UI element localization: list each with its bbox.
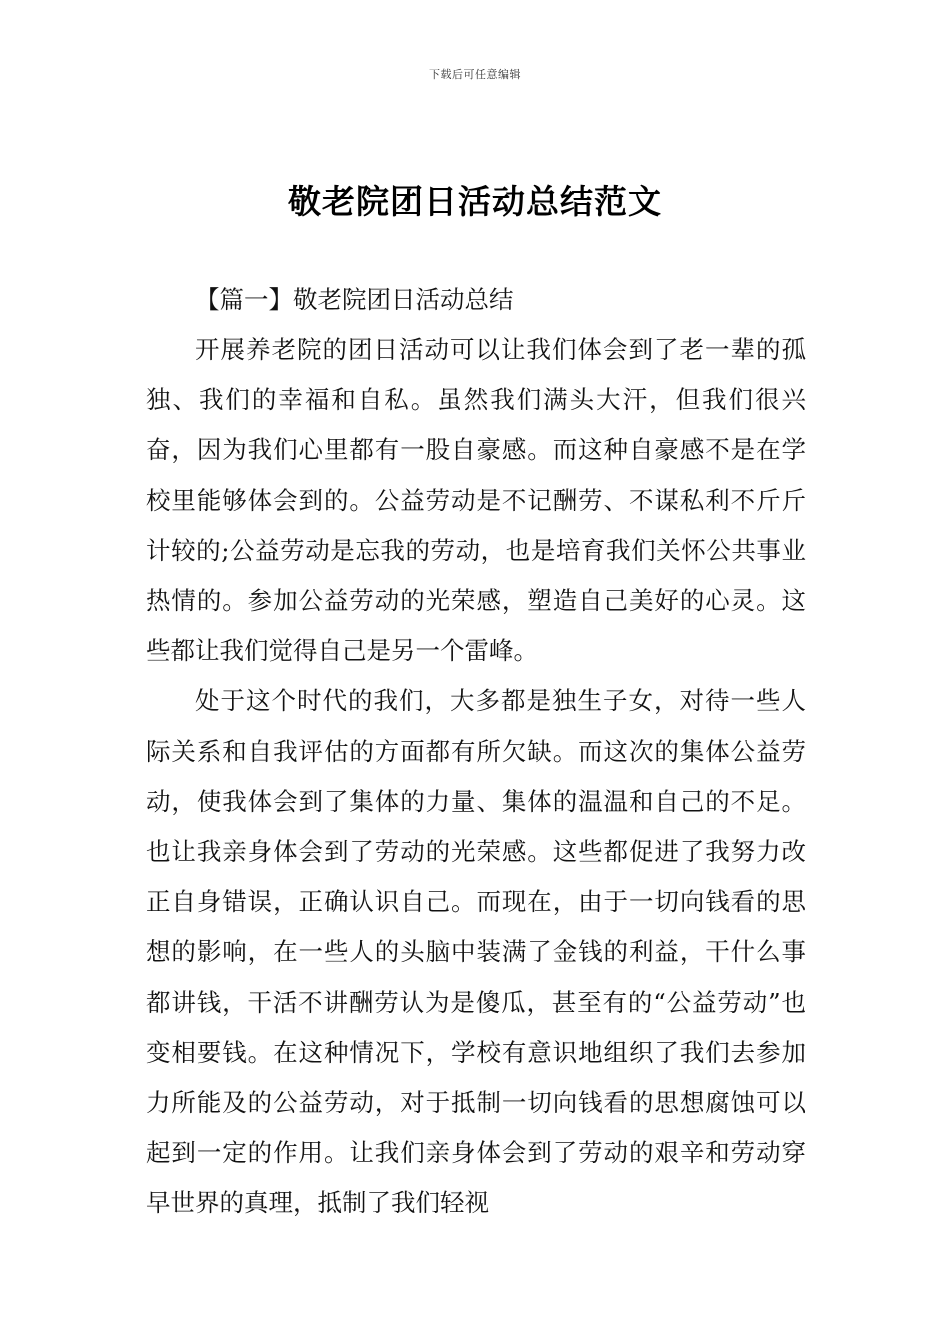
paragraph-1: 开展养老院的团日活动可以让我们体会到了老一辈的孤独、我们的幸福和自私。虽然我们满头大汗，但我们很兴奋，因为我们心里都有一股自豪感。而这种自豪感不是在学校里能够体会到的。公益劳动是不记酬劳、不谋私利不斤斤计较的;公益劳动是忘我的劳动，也是培育我们关怀公共事业热情的。参加公益劳动的光荣感，塑造自己美好的心灵。这些都让我们觉得自己是另一个雷峰。	[146, 335, 806, 666]
document-title: 敬老院团日活动总结范文	[288, 182, 662, 221]
page-header-note: 下载后可任意编辑	[429, 68, 521, 81]
document-body	[146, 275, 806, 1229]
section-heading: 【篇一】敬老院团日活动总结	[195, 285, 514, 314]
paragraph-2: 处于这个时代的我们，大多都是独生子女，对待一些人际关系和自我评估的方面都有所欠缺。而这次的集体公益劳动，使我体会到了集体的力量、集体的温温和自己的不足。也让我亲身体会到了劳动的光荣感。这些都促进了我努力改正自身错误，正确认识自己。而现在，由于一切向钱看的思想的影响，在一些人的头脑中装满了金钱的利益，干什么事都讲钱，干活不讲酬劳认为是傻瓜，甚至有的“公益劳动”也变相要钱。在这种情况下，学校有意识地组织了我们去参加力所能及的公益劳动，对于抵制一切向钱看的思想腐蚀可以起到一定的作用。让我们亲身体会到了劳动的艰辛和劳动穿早世界的真理，抵制了我们轻视	[146, 686, 806, 1218]
